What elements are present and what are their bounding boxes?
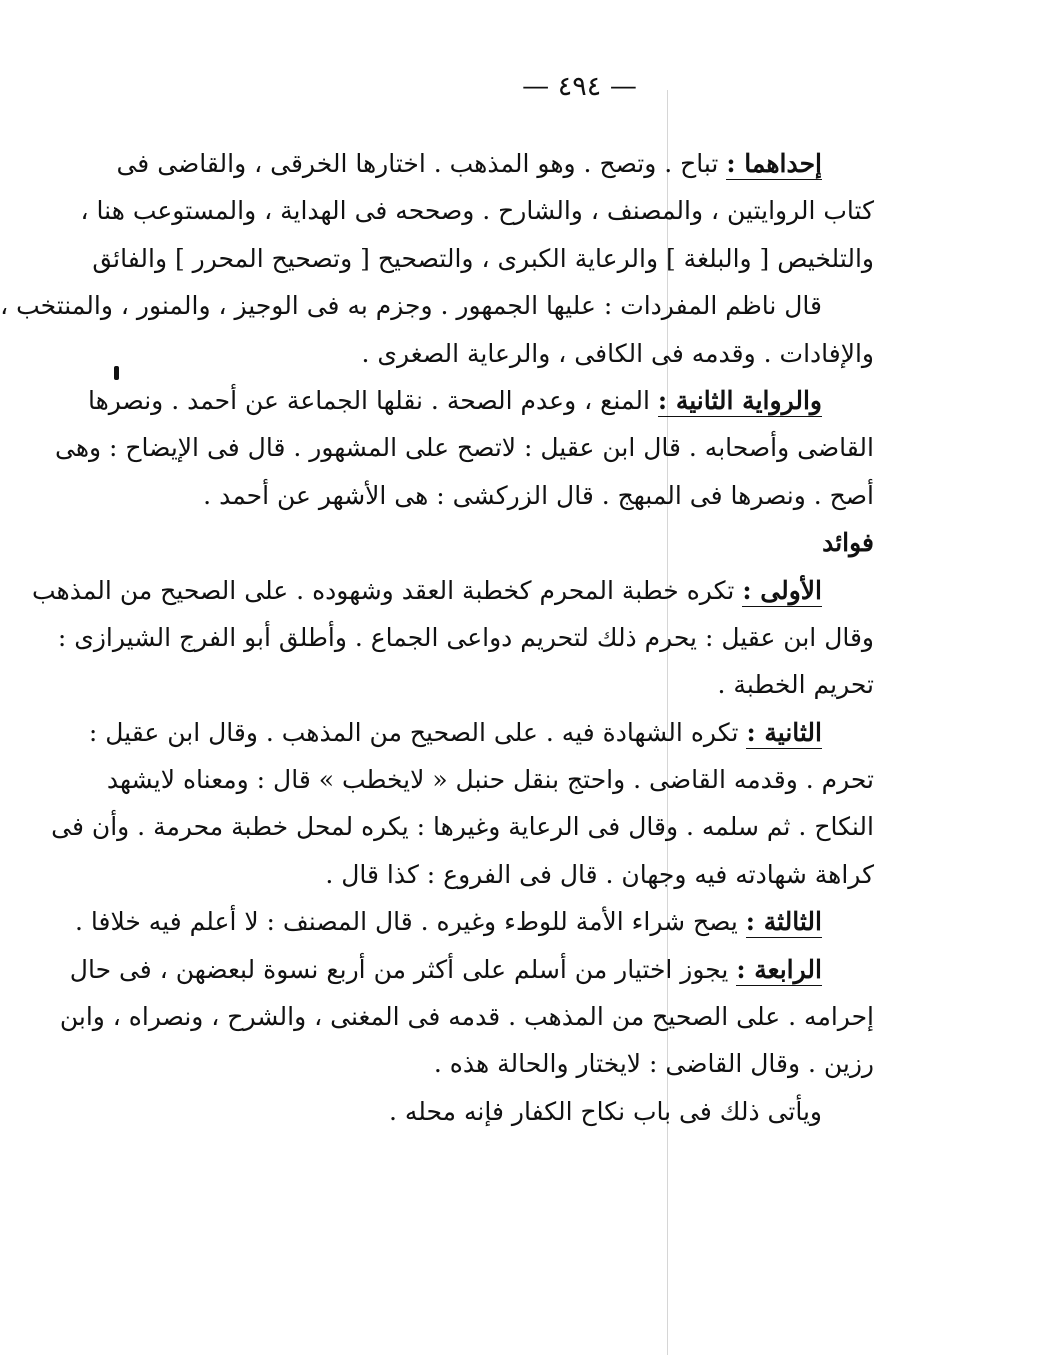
text-line: إحرامه . على الصحيح من المذهب . قدمه فى المغنى ، والشرح ، ونصراه ، وابن xyxy=(59,1002,874,1032)
lead-word: الثانية : xyxy=(746,717,822,747)
section-heading: فوائد xyxy=(822,528,874,558)
page-number: — ٤٩٤ — xyxy=(522,71,637,102)
lead-word: الأولى : xyxy=(742,575,822,605)
text-line: الثالثة : يصح شراء الأمة للوطء وغيره . قال المصنف : لا أعلم فيه خلافا . xyxy=(74,907,822,937)
text-line: تحريم الخطبة . xyxy=(717,670,874,700)
text-line: قال ناظم المفردات : عليها الجمهور . وجزم به فى الوجيز ، والمنور ، والمنتخب ، xyxy=(0,291,822,321)
text-line: وقال ابن عقيل : يحرم ذلك لتحريم دواعى الجماع . وأطلق أبو الفرج الشيرازى : xyxy=(57,622,874,652)
text-line: كراهة شهادته فيه وجهان . قال فى الفروع : كذا قال . xyxy=(325,859,874,889)
text-line: إحداهما : تباح . وتصح . وهو المذهب . اختارها الخرقى ، والقاضى فى xyxy=(116,149,822,178)
text-line: الثانية : تكره الشهادة فيه . على الصحيح من المذهب . وقال ابن عقيل : xyxy=(88,717,822,747)
lead-word: والرواية الثانية : xyxy=(657,385,822,415)
text-line: القاضى وأصحابه . قال ابن عقيل : لاتصح على المشهور . قال فى الإيضاح : وهى xyxy=(54,433,874,463)
text-line: والإفادات . وقدمه فى الكافى ، والرعاية الصغرى . xyxy=(361,338,874,368)
text-line: الرابعة : يجوز اختيار من أسلم على أكثر من أربع نسوة لبعضهن ، فى حال xyxy=(69,954,822,984)
lead-word: الرابعة : xyxy=(736,954,822,984)
text-line: أصح . ونصرها فى المبهج . قال الزركشى : هى الأشهر عن أحمد . xyxy=(203,480,874,510)
text-line: تحرم . وقدمه القاضى . واحتج بنقل حنبل « لايخطب » قال : ومعناه لايشهد xyxy=(106,765,874,795)
lead-word: إحداهما : xyxy=(726,149,822,178)
text-line: والرواية الثانية : المنع ، وعدم الصحة . نقلها الجماعة عن أحمد . ونصرها xyxy=(87,385,822,415)
text-line: رزين . وقال القاضى : لايختار والحالة هذه . xyxy=(433,1049,874,1079)
text-line: كتاب الروايتين ، والمصنف ، والشارح . وصححه فى الهداية ، والمستوعب هنا ، xyxy=(80,196,874,226)
text-line: الأولى : تكره خطبة المحرم كخطبة العقد وشهوده . على الصحيح من المذهب xyxy=(32,575,822,605)
text-line: النكاح . ثم سلمه . وقال فى الرعاية وغيرها : يكره لمحل خطبة محرمة . وأن فى xyxy=(51,812,874,842)
lead-word: الثالثة : xyxy=(745,907,822,937)
text-line: والتلخيص [ والبلغة ] والرعاية الكبرى ، والتصحيح [ وتصحيح المحرر ] والفائق xyxy=(92,243,874,273)
text-line: ويأتى ذلك فى باب نكاح الكفار فإنه محله . xyxy=(388,1096,822,1126)
page-body xyxy=(0,140,874,1135)
